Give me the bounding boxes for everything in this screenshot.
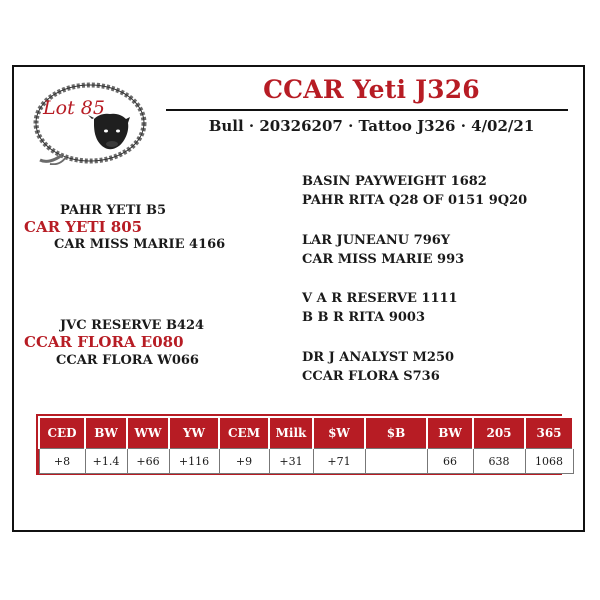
epd-value-row [39, 449, 573, 474]
epd-value-cem: +9 [219, 449, 269, 474]
pedigree-right-3: LAR JUNEANU 796Y [302, 233, 451, 248]
sire-sire: PAHR YETI B5 [60, 203, 167, 218]
epd-value-ced: +8 [39, 449, 85, 474]
lot-number: Lot 85 [43, 97, 105, 119]
sire-dam: CAR MISS MARIE 4166 [54, 237, 226, 252]
epd-value-bw: +1.4 [85, 449, 127, 474]
pedigree-right-7: DR J ANALYST M250 [302, 350, 455, 365]
pedigree-right-2: PAHR RITA Q28 OF 0151 9Q20 [302, 193, 528, 208]
epd-value-ww: +66 [127, 449, 169, 474]
dam-sire: JVC RESERVE B424 [60, 318, 205, 333]
lot-card [12, 65, 585, 532]
epd-header-ced: CED [39, 417, 85, 449]
animal-name: CCAR Yeti J326 [263, 75, 480, 104]
epd-header-365: 365 [525, 417, 573, 449]
epd-header-ww: WW [127, 417, 169, 449]
epd-value-milk: +31 [269, 449, 313, 474]
pedigree-right-4: CAR MISS MARIE 993 [302, 252, 465, 267]
title-divider [166, 109, 568, 111]
epd-header-bw: BW [85, 417, 127, 449]
dam-dam: CCAR FLORA W066 [56, 353, 199, 368]
epd-header-milk: Milk [269, 417, 313, 449]
epd-header-w-index: $W [313, 417, 365, 449]
epd-value-w-index: +71 [313, 449, 365, 474]
epd-table [38, 416, 574, 474]
epd-value-205: 638 [473, 449, 525, 474]
epd-header-b-index: $B [365, 417, 427, 449]
epd-header-cem: CEM [219, 417, 269, 449]
epd-header-205: 205 [473, 417, 525, 449]
epd-header-row [39, 417, 573, 449]
epd-value-b-index [365, 449, 427, 474]
animal-details: Bull · 20326207 · Tattoo J326 · 4/02/21 [208, 117, 535, 135]
epd-value-actual-bw: 66 [427, 449, 473, 474]
rope-oval-icon [32, 81, 152, 165]
pedigree-right-5: V A R RESERVE 1111 [302, 291, 458, 306]
epd-value-yw: +116 [169, 449, 219, 474]
epd-header-actual-bw: BW [427, 417, 473, 449]
pedigree-right-1: BASIN PAYWEIGHT 1682 [302, 174, 487, 189]
pedigree-right-6: B B R RITA 9003 [302, 310, 425, 325]
sire: CAR YETI 805 [24, 218, 143, 236]
epd-header-yw: YW [169, 417, 219, 449]
lot-logo [32, 81, 152, 165]
epd-value-365: 1068 [525, 449, 573, 474]
pedigree-right-8: CCAR FLORA S736 [302, 369, 440, 384]
dam: CCAR FLORA E080 [24, 333, 184, 351]
